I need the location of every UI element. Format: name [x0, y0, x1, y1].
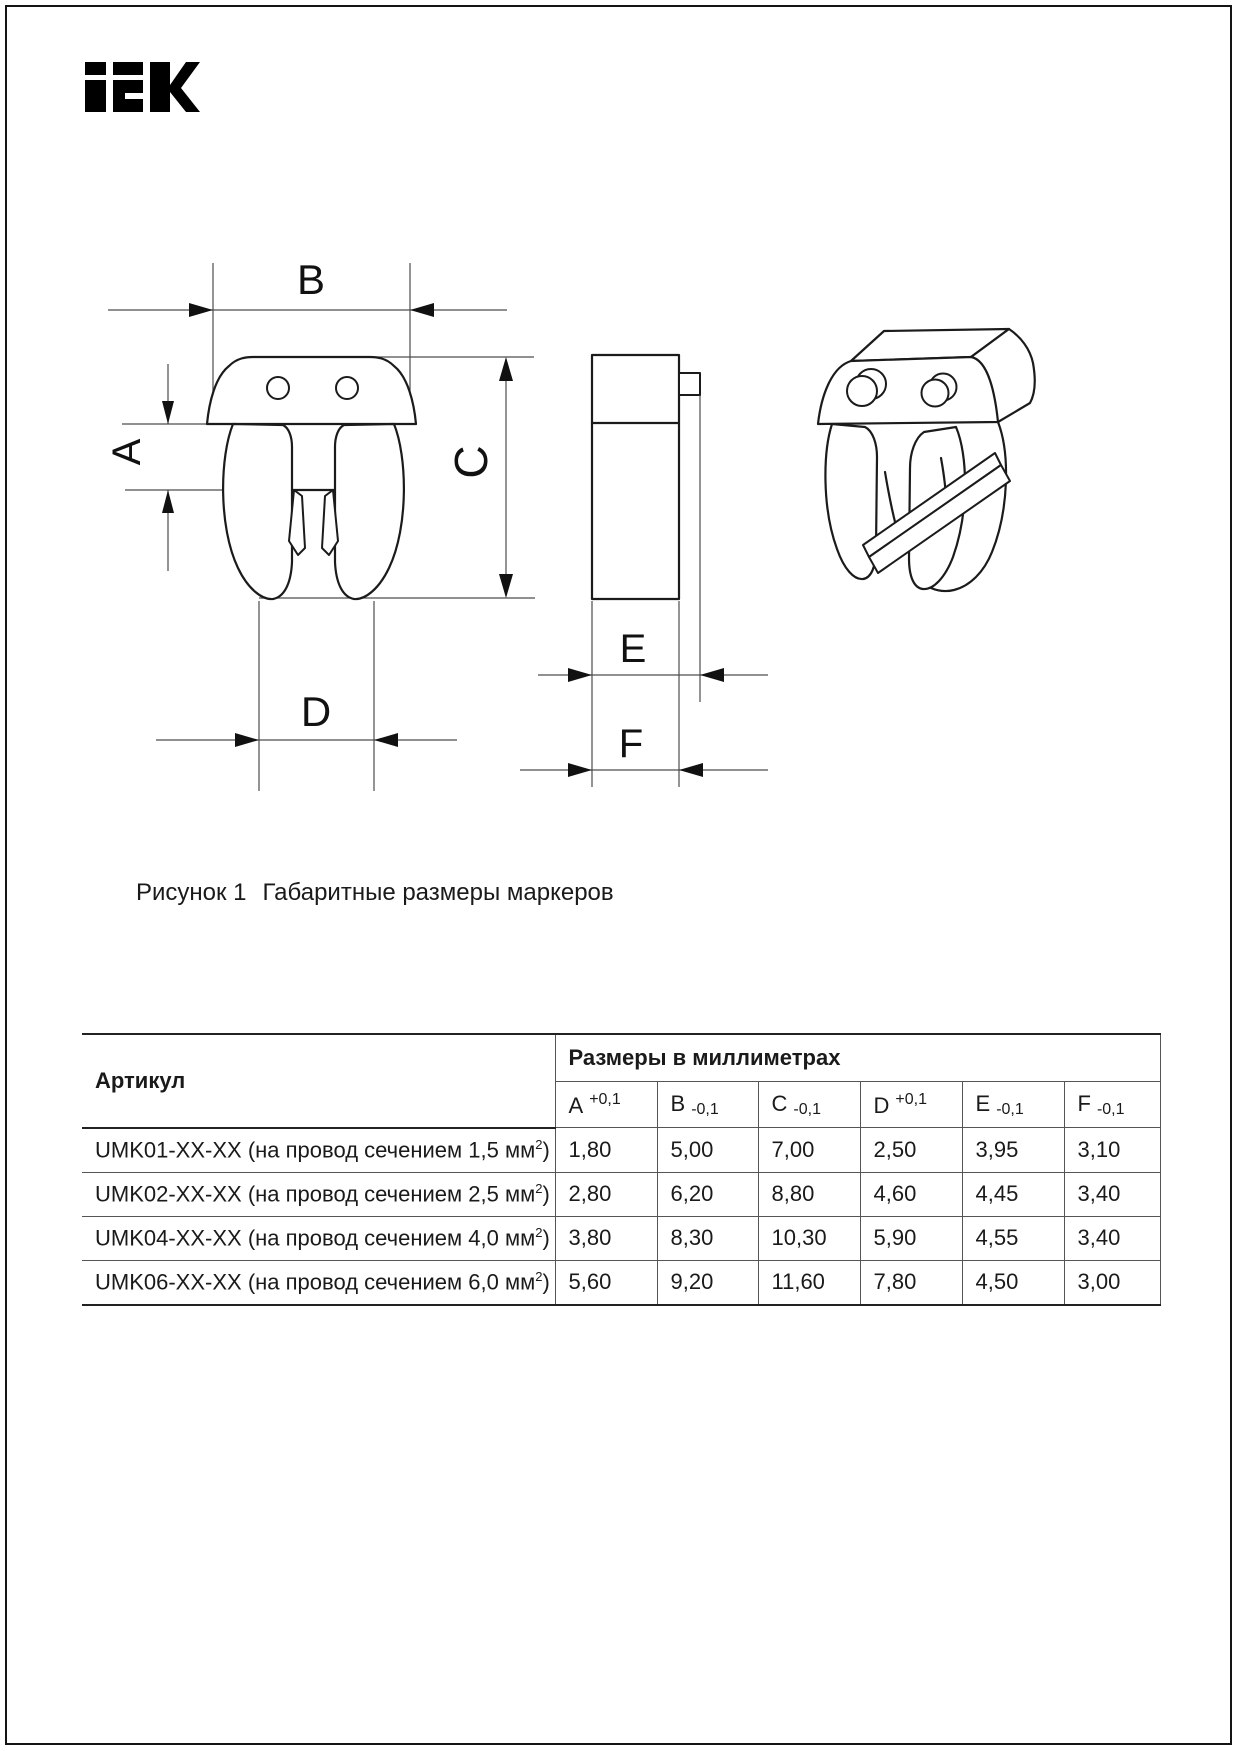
table-row — [82, 1260, 1160, 1305]
value-cell: 10,30 — [758, 1216, 860, 1260]
col-dim-a: A $^{+0,1}$ — [555, 1082, 657, 1128]
value-cell: 5,90 — [860, 1216, 962, 1260]
dim-label-d: D — [300, 688, 332, 735]
dim-label-e: E — [619, 627, 647, 671]
value-cell: 4,60 — [860, 1172, 962, 1216]
marker-hole — [336, 377, 358, 399]
value-cell: 4,45 — [962, 1172, 1064, 1216]
value-cell: 3,40 — [1064, 1216, 1160, 1260]
value-cell: 7,80 — [860, 1260, 962, 1305]
marker-hole — [267, 377, 289, 399]
dim-label-c: C — [445, 445, 497, 479]
value-cell: 6,20 — [657, 1172, 758, 1216]
value-cell: 4,50 — [962, 1260, 1064, 1305]
value-cell: 3,80 — [555, 1216, 657, 1260]
col-dim-d: D $^{+0,1}$ — [860, 1082, 962, 1128]
iek-logo — [85, 62, 200, 112]
tolerance: -0,1 — [793, 1100, 821, 1118]
figure-caption-text: Габаритные размеры маркеров — [262, 879, 614, 906]
value-cell: 8,80 — [758, 1172, 860, 1216]
value-cell: 3,95 — [962, 1128, 1064, 1173]
tolerance: +0,1 — [895, 1090, 927, 1108]
value-cell: 2,80 — [555, 1172, 657, 1216]
article-cell: UMK06-XX-XX (на провод сечением 6,0 $мм^2$) — [82, 1260, 555, 1305]
dim-label-a: A — [105, 438, 149, 466]
figure-caption-number: Рисунок 1 — [136, 879, 247, 906]
article-cell: UMK02-XX-XX (на провод сечением 2,5 $мм^2$) — [82, 1172, 555, 1216]
article-cell: UMK04-XX-XX (на провод сечением 4,0 $мм^2$) — [82, 1216, 555, 1260]
value-cell: 5,60 — [555, 1260, 657, 1305]
col-dim-c: C -0,1 — [758, 1082, 860, 1128]
tolerance: -0,1 — [1096, 1100, 1125, 1118]
tolerance: +0,1 — [589, 1090, 621, 1108]
value-cell: 7,00 — [758, 1128, 860, 1173]
dim-label-b: B — [296, 256, 326, 303]
value-cell: 3,00 — [1064, 1260, 1160, 1305]
value-cell: 3,10 — [1064, 1128, 1160, 1173]
figure-caption — [136, 879, 614, 907]
tolerance: -0,1 — [691, 1100, 719, 1118]
value-cell: 5,00 — [657, 1128, 758, 1173]
table-row — [82, 1172, 1160, 1216]
value-cell: 2,50 — [860, 1128, 962, 1173]
dim-label-f: F — [618, 722, 644, 766]
col-dim-e: E -0,1 — [962, 1082, 1064, 1128]
table-row — [82, 1216, 1160, 1260]
table-header-row — [82, 1034, 1160, 1082]
article-cell: UMK01-XX-XX (на провод сечением 1,5 $мм^2$) — [82, 1128, 555, 1173]
value-cell: 3,40 — [1064, 1172, 1160, 1216]
isometric-view — [818, 329, 1035, 591]
value-cell: 11,60 — [758, 1260, 860, 1305]
front-view — [105, 256, 535, 791]
value-cell: 9,20 — [657, 1260, 758, 1305]
dimensions-table — [82, 1033, 1161, 1306]
col-dim-f: F -0,1 — [1064, 1082, 1160, 1128]
col-dim-b: B -0,1 — [657, 1082, 758, 1128]
table-row — [82, 1128, 1160, 1173]
column-header-sizes: Размеры в миллиметрах — [555, 1034, 1160, 1082]
tolerance: -0,1 — [996, 1100, 1024, 1118]
value-cell: 1,80 — [555, 1128, 657, 1173]
side-view — [520, 355, 768, 787]
column-header-article: Артикул — [82, 1034, 555, 1128]
value-cell: 8,30 — [657, 1216, 758, 1260]
value-cell: 4,55 — [962, 1216, 1064, 1260]
